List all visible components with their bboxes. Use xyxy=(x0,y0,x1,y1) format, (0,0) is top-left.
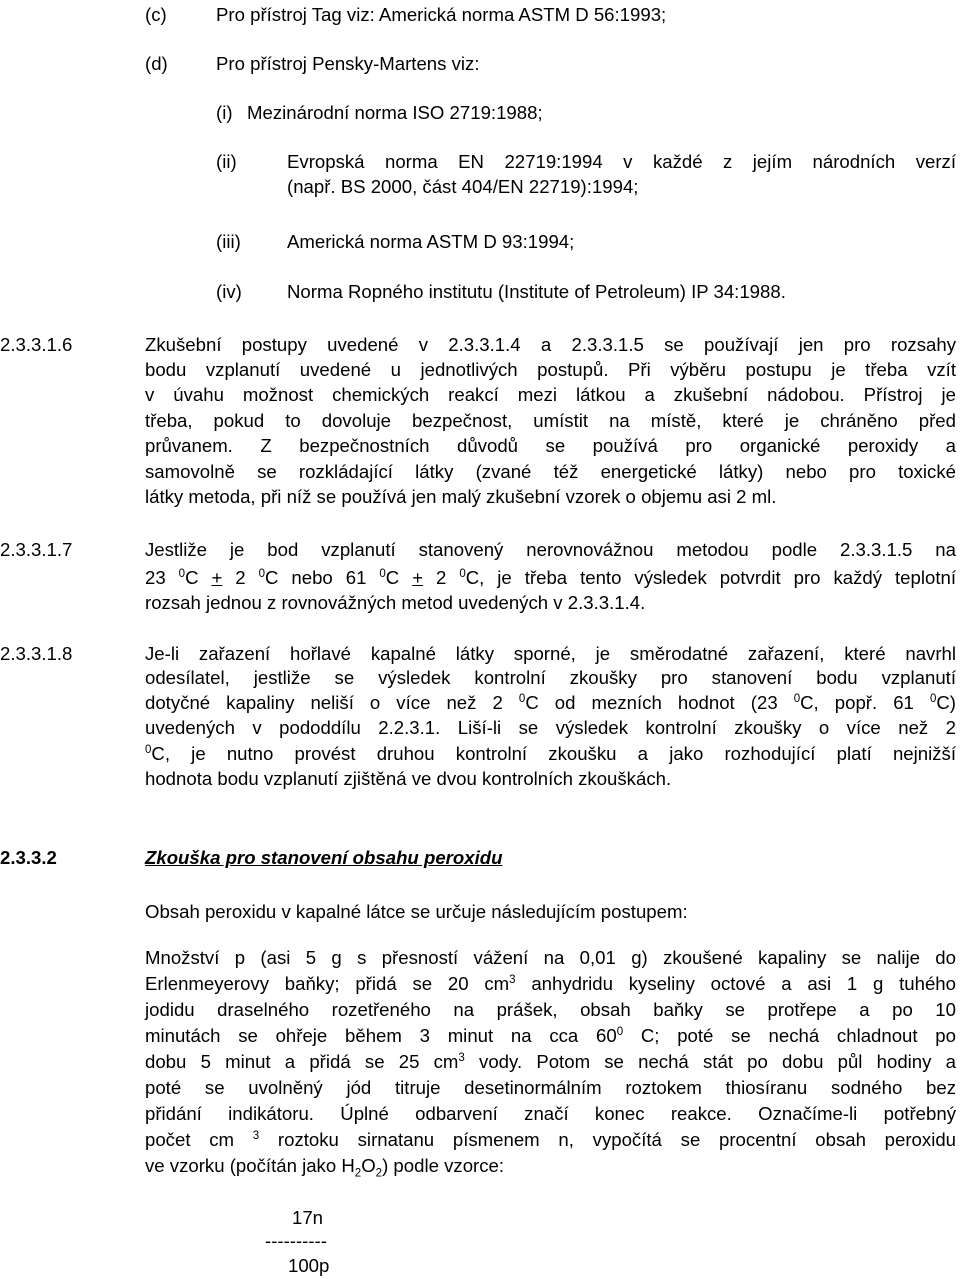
s7-line-2 xyxy=(145,566,956,590)
plus-minus: + xyxy=(211,567,223,588)
s8-line-2: odesílatel, jestliže se výsledek kontrolní zkoušky pro stanovení bodu vzplanutí xyxy=(145,667,956,688)
formula-bar: ---------- xyxy=(265,1230,327,1251)
sublist-text-iii: Americká norma ASTM D 93:1994; xyxy=(287,231,575,252)
s8-line-1: Je-li zařazení hořlavé kapalné látky sporné, je směrodatné zařazení, které navrhl xyxy=(145,643,956,664)
section-title: Zkouška pro stanovení obsahu peroxidu xyxy=(145,847,503,868)
degree-sup: 0 xyxy=(178,567,186,580)
s2-p2-b: anhydridu kyseliny octové a asi 1 g tuhého xyxy=(531,973,956,994)
s2-p-line-1: Množství p (asi 5 g s přesností vážení na 0,01 g) zkoušené kapaliny se nalije do xyxy=(145,947,956,968)
s7-line-1: Jestliže je bod vzplanutí stanovený nerovnovážnou metodou podle 2.3.3.1.5 na xyxy=(145,539,956,560)
s6-line-2: bodu vzplanutí uvedené u jednotlivých postupů. Při výběru postupu je třeba vzít xyxy=(145,359,956,380)
cubic-sup: 3 xyxy=(509,973,516,986)
s2-p-line-7: přidání indikátoru. Úplné odbarvení značí konec reakce. Označíme-li potřebný xyxy=(145,1103,956,1124)
s2-p-line-9 xyxy=(145,1154,504,1178)
degree-sup: 0 xyxy=(379,567,386,580)
sublist-text-iv: Norma Ropného institutu (Institute of Petroleum) IP 34:1988. xyxy=(287,281,786,302)
list-text-d: Pro přístroj Pensky-Martens viz: xyxy=(216,53,480,74)
plus-minus: + xyxy=(412,567,424,588)
section-number-2-3-3-1-8: 2.3.3.1.8 xyxy=(0,643,73,664)
section-number-2-3-3-1-7: 2.3.3.1.7 xyxy=(0,539,73,560)
s2-p-line-5 xyxy=(145,1050,956,1074)
formula-numerator: 17n xyxy=(292,1207,324,1228)
s8-l3-d: C) xyxy=(936,692,956,713)
s2-p2-a: Erlenmeyerovy baňky; přidá se 20 cm xyxy=(145,973,510,994)
section-number-2-3-3-1-6: 2.3.3.1.6 xyxy=(0,334,73,355)
s6-line-1: Zkušební postupy uvedené v 2.3.3.1.4 a 2.3.3.1.5 se používají jen pro rozsahy xyxy=(145,334,956,355)
s2-p9-c: ) podle vzorce: xyxy=(382,1155,505,1176)
degree-sup: 0 xyxy=(616,1025,624,1038)
s7-line-3: rozsah jednou z rovnovážných metod uvedených v 2.3.3.1.4. xyxy=(145,592,646,613)
degree-sup: 0 xyxy=(929,692,937,705)
degree-sup: 0 xyxy=(793,692,801,705)
s2-p4-a: minutách se ohřeje během 3 minut na cca 60 xyxy=(145,1025,617,1046)
s7-l2-e: C xyxy=(385,567,400,588)
s2-intro: Obsah peroxidu v kapalné látce se určuje následujícím postupem: xyxy=(145,901,688,922)
s7-l2-g: C, je třeba tento výsledek potvrdit pro každý teplotní xyxy=(465,567,957,588)
s7-l2-f: 2 xyxy=(436,567,447,588)
list-marker-c: (c) xyxy=(145,4,167,25)
s6-line-6: samovolně se rozkládající látky (zvané též energetické látky) nebo pro toxické xyxy=(145,461,956,482)
s7-l2-c: 2 xyxy=(235,567,246,588)
s8-l5-a: C, je nutno provést druhou kontrolní zkoušku a jako rozhodující platí nejnižší xyxy=(151,743,956,764)
s2-p5-b: vody. Potom se nechá stát po dobu půl hodiny a xyxy=(479,1051,956,1072)
sublist-text-ii-line2: (např. BS 2000, část 404/EN 22719):1994; xyxy=(287,176,639,197)
section-number-2-3-3-2: 2.3.3.2 xyxy=(0,847,57,868)
s2-p5-a: dobu 5 minut a přidá se 25 cm xyxy=(145,1051,459,1072)
s2-p8-b: roztoku sirnatanu písmenem n, vypočítá se procentní obsah peroxidu xyxy=(277,1129,957,1150)
s2-p-line-3: jodidu draselného rozetřeného na prášek, obsah baňky se protřepe a po 10 xyxy=(145,999,956,1020)
sublist-marker-iv: (iv) xyxy=(216,281,242,302)
s2-p4-b: C; poté se nechá chladnout po xyxy=(640,1025,956,1046)
s2-p-line-2 xyxy=(145,972,956,996)
s8-line-3 xyxy=(145,691,956,715)
s2-p-line-8 xyxy=(145,1128,956,1152)
s8-line-6: hodnota bodu vzplanutí zjištěná ve dvou kontrolních zkouškách. xyxy=(145,768,672,789)
cubic-sup: 3 xyxy=(458,1051,465,1064)
subscript: 2 xyxy=(354,1167,362,1180)
sublist-marker-ii: (ii) xyxy=(216,151,237,172)
s8-l3-c: C, popř. 61 xyxy=(800,692,914,713)
s2-p-line-6: poté se uvolněný jód titruje desetinormálním roztokem thiosíranu sodného bez xyxy=(145,1077,956,1098)
s6-line-7: látky metoda, při níž se používá jen malý zkušební vzorek o objemu asi 2 ml. xyxy=(145,486,777,507)
s2-p9-a: ve vzorku (počítán jako H xyxy=(145,1155,355,1176)
s2-p-line-4 xyxy=(145,1024,956,1048)
s2-p8-a: počet cm xyxy=(145,1129,235,1150)
s2-p9-b: O xyxy=(361,1155,376,1176)
list-marker-d: (d) xyxy=(145,53,168,74)
formula-denominator: 100p xyxy=(288,1255,330,1276)
degree-sup: 0 xyxy=(145,743,152,756)
sublist-marker-iii: (iii) xyxy=(216,231,241,252)
s6-line-4: třeba, pokud to dovoluje bezpečnost, umístit na místě, které je chráněno před xyxy=(145,410,956,431)
sublist-marker-i: (i) xyxy=(216,102,233,123)
subscript: 2 xyxy=(375,1167,383,1180)
s6-line-3: v úvahu možnost chemických reakcí mezi látkou a zkušební nádobou. Přístroj je xyxy=(145,384,956,405)
s6-line-5: průvanem. Z bezpečnostních důvodů se používá pro organické peroxidy a xyxy=(145,435,956,456)
sublist-text-i: Mezinárodní norma ISO 2719:1988; xyxy=(247,102,543,123)
sublist-text-ii-line1: Evropská norma EN 22719:1994 v každé z jejím národních verzí xyxy=(287,151,956,172)
s7-l2-a: 23 xyxy=(145,567,166,588)
s8-line-4: uvedených v pododdílu 2.2.3.1. Liší-li se výsledek kontrolní zkoušky o více než 2 xyxy=(145,717,956,738)
s7-l2-b: C xyxy=(185,567,199,588)
s8-l3-b: C od mezních hodnot (23 xyxy=(525,692,778,713)
s8-l3-a: dotyčné kapaliny neliší o více než 2 xyxy=(145,692,503,713)
degree-sup: 0 xyxy=(258,567,266,580)
degree-sup: 0 xyxy=(459,567,466,580)
s7-l2-d: C nebo 61 xyxy=(265,567,367,588)
list-text-c: Pro přístroj Tag viz: Americká norma ASTM D 56:1993; xyxy=(216,4,667,25)
cubic-sup: 3 xyxy=(252,1129,260,1142)
degree-sup: 0 xyxy=(518,692,526,705)
s8-line-5 xyxy=(145,742,956,766)
